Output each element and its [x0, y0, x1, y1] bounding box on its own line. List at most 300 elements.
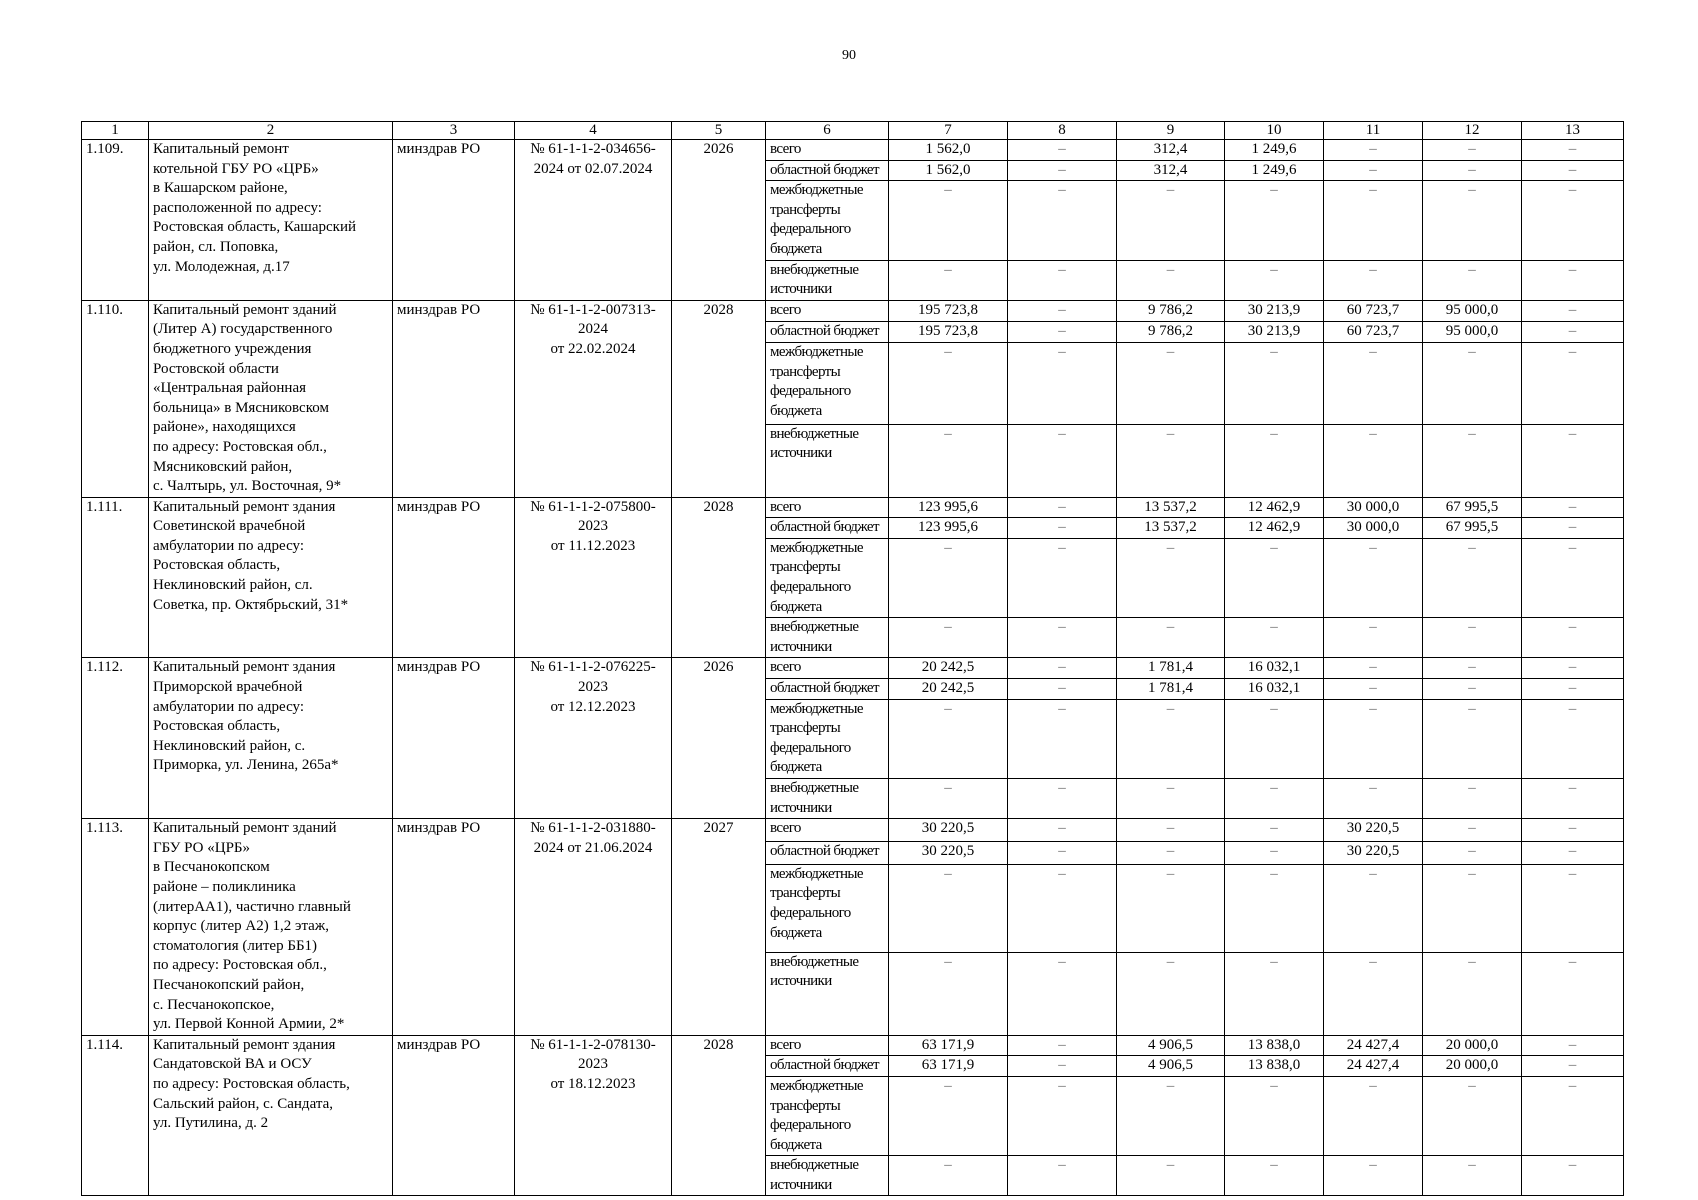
- object-line: Приморка, ул. Ленина, 265а*: [153, 757, 339, 774]
- amount-cell: –: [1324, 538, 1423, 617]
- object-line: Неклиновский район, с.: [153, 737, 306, 754]
- funding-source-line: трансферты: [770, 720, 841, 737]
- amount-cell: –: [1225, 699, 1324, 778]
- amount-cell: –: [1324, 1156, 1423, 1196]
- item-number: 1.111.: [82, 497, 149, 658]
- document-line: 2024 от 21.06.2024: [533, 839, 653, 856]
- amount-cell: –: [1522, 1156, 1624, 1196]
- object-description: [149, 1035, 393, 1196]
- amount-cell: –: [1522, 538, 1624, 617]
- amount-cell: –: [1008, 819, 1117, 842]
- amount-cell: –: [1423, 819, 1522, 842]
- amount-cell: –: [1522, 424, 1624, 497]
- amount-cell: –: [1117, 618, 1225, 658]
- amount-cell: –: [889, 779, 1008, 819]
- amount-cell: –: [1324, 260, 1423, 300]
- funding-source-line: внебюджетные: [770, 953, 859, 970]
- item-number: 1.110.: [82, 300, 149, 497]
- funding-source-line: всего: [770, 820, 801, 837]
- object-line: Капитальный ремонт зданий: [153, 301, 337, 318]
- amount-cell: –: [889, 260, 1008, 300]
- table-row: [82, 1035, 1624, 1056]
- amount-cell: –: [1225, 779, 1324, 819]
- amount-cell: 63 171,9: [889, 1035, 1008, 1056]
- amount-cell: –: [1008, 864, 1117, 952]
- column-header: 2: [149, 122, 393, 140]
- amount-cell: 312,4: [1117, 160, 1225, 181]
- amount-cell: –: [1008, 1076, 1117, 1155]
- amount-cell: –: [889, 1076, 1008, 1155]
- document-line: 2024: [578, 321, 608, 338]
- column-header: 4: [515, 122, 672, 140]
- amount-cell: 1 249,6: [1225, 160, 1324, 181]
- object-line: Ростовская область,: [153, 557, 281, 574]
- amount-cell: –: [1324, 140, 1423, 161]
- funding-source-line: трансферты: [770, 559, 841, 576]
- funding-source: [766, 538, 889, 617]
- amount-cell: –: [1225, 952, 1324, 1035]
- object-line: амбулатории по адресу:: [153, 698, 304, 715]
- document-line: от 12.12.2023: [550, 698, 636, 715]
- amount-cell: 24 427,4: [1324, 1035, 1423, 1056]
- funding-source-line: внебюджетные: [770, 619, 859, 636]
- amount-cell: 20 242,5: [889, 679, 1008, 700]
- amount-cell: 30 220,5: [889, 841, 1008, 864]
- expertise-document: [515, 497, 672, 658]
- amount-cell: –: [1008, 952, 1117, 1035]
- amount-cell: –: [1008, 300, 1117, 321]
- object-line: в Песчанокопском: [153, 859, 270, 876]
- column-header: 10: [1225, 122, 1324, 140]
- column-header: 8: [1008, 122, 1117, 140]
- funding-source: [766, 864, 889, 952]
- amount-cell: –: [1423, 779, 1522, 819]
- expertise-document: [515, 300, 672, 497]
- amount-cell: –: [1225, 618, 1324, 658]
- funding-source: [766, 1035, 889, 1056]
- amount-cell: 1 781,4: [1117, 679, 1225, 700]
- amount-cell: –: [1008, 497, 1117, 518]
- funding-source: [766, 618, 889, 658]
- amount-cell: –: [1117, 181, 1225, 260]
- amount-cell: 30 213,9: [1225, 321, 1324, 342]
- amount-cell: –: [1522, 841, 1624, 864]
- amount-cell: 30 213,9: [1225, 300, 1324, 321]
- amount-cell: –: [1117, 864, 1225, 952]
- amount-cell: –: [1522, 518, 1624, 539]
- funding-source-line: межбюджетные: [770, 1077, 863, 1094]
- funding-source-line: межбюджетные: [770, 700, 863, 717]
- column-header: 7: [889, 122, 1008, 140]
- amount-cell: 20 000,0: [1423, 1035, 1522, 1056]
- object-line: больница» в Мясниковском: [153, 399, 329, 416]
- object-line: корпус (литер А2) 1,2 этаж,: [153, 918, 329, 935]
- object-line: в Кашарском районе,: [153, 180, 288, 197]
- amount-cell: –: [1522, 497, 1624, 518]
- amount-cell: 63 171,9: [889, 1056, 1008, 1077]
- amount-cell: –: [1522, 864, 1624, 952]
- funding-source-line: областной бюджет: [770, 519, 879, 536]
- funding-source-line: всего: [770, 301, 801, 318]
- amount-cell: –: [1008, 518, 1117, 539]
- funding-source: [766, 300, 889, 321]
- document-line: 2023: [578, 679, 608, 696]
- funding-source-line: межбюджетные: [770, 344, 863, 361]
- funding-source: [766, 497, 889, 518]
- amount-cell: –: [1522, 300, 1624, 321]
- object-line: Советинской врачебной: [153, 518, 306, 535]
- funding-source: [766, 424, 889, 497]
- document-line: 2023: [578, 518, 608, 535]
- funding-source: [766, 658, 889, 679]
- amount-cell: –: [1008, 779, 1117, 819]
- funding-source-line: трансферты: [770, 363, 841, 380]
- funding-source: [766, 343, 889, 425]
- object-line: Капитальный ремонт здания: [153, 498, 336, 515]
- amount-cell: –: [1008, 343, 1117, 425]
- object-line: Сальский район, с. Сандата,: [153, 1095, 333, 1112]
- object-line: Ростовская область, Кашарский: [153, 219, 357, 236]
- amount-cell: 20 000,0: [1423, 1056, 1522, 1077]
- amount-cell: 67 995,5: [1423, 497, 1522, 518]
- amount-cell: –: [889, 864, 1008, 952]
- amount-cell: –: [1008, 538, 1117, 617]
- amount-cell: –: [1522, 140, 1624, 161]
- funding-source-line: трансферты: [770, 1097, 841, 1114]
- page-number: 90: [842, 48, 856, 63]
- object-line: (Литер А) государственного: [153, 321, 333, 338]
- amount-cell: 123 995,6: [889, 497, 1008, 518]
- document-line: № 61-1-1-2-076225-: [530, 659, 656, 676]
- amount-cell: –: [1423, 864, 1522, 952]
- object-description: [149, 819, 393, 1036]
- amount-cell: –: [1324, 1076, 1423, 1155]
- funding-source: [766, 679, 889, 700]
- amount-cell: –: [1324, 343, 1423, 425]
- funding-source: [766, 181, 889, 260]
- amount-cell: –: [1522, 343, 1624, 425]
- object-line: районе», находящихся: [153, 419, 296, 436]
- amount-cell: –: [1117, 779, 1225, 819]
- amount-cell: –: [1008, 679, 1117, 700]
- amount-cell: –: [1225, 424, 1324, 497]
- amount-cell: 195 723,8: [889, 300, 1008, 321]
- object-line: Ростовской области: [153, 360, 279, 377]
- funding-source-line: межбюджетные: [770, 865, 863, 882]
- column-header: 5: [672, 122, 766, 140]
- funding-source-line: федерального: [770, 904, 851, 921]
- amount-cell: –: [1522, 779, 1624, 819]
- funding-source: [766, 819, 889, 842]
- funding-source-line: всего: [770, 659, 801, 676]
- amount-cell: –: [1008, 424, 1117, 497]
- amount-cell: –: [1117, 343, 1225, 425]
- amount-cell: –: [1324, 779, 1423, 819]
- funding-source-line: бюджета: [770, 924, 822, 941]
- document-line: 2024 от 02.07.2024: [533, 160, 653, 177]
- column-header: 11: [1324, 122, 1423, 140]
- amount-cell: –: [1324, 699, 1423, 778]
- amount-cell: 16 032,1: [1225, 658, 1324, 679]
- amount-cell: 312,4: [1117, 140, 1225, 161]
- amount-cell: –: [1423, 699, 1522, 778]
- column-header: 1: [82, 122, 149, 140]
- object-line: с. Песчанокопское,: [153, 996, 275, 1013]
- completion-year: 2028: [672, 1035, 766, 1196]
- object-description: [149, 140, 393, 301]
- funding-source: [766, 699, 889, 778]
- amount-cell: 1 781,4: [1117, 658, 1225, 679]
- amount-cell: –: [889, 343, 1008, 425]
- amount-cell: –: [1117, 1156, 1225, 1196]
- executor: минздрав РО: [393, 1035, 515, 1196]
- amount-cell: –: [1522, 181, 1624, 260]
- funding-source-line: межбюджетные: [770, 539, 863, 556]
- amount-cell: –: [1117, 1076, 1225, 1155]
- expertise-document: [515, 658, 672, 819]
- amount-cell: –: [1008, 841, 1117, 864]
- object-line: по адресу: Ростовская обл.,: [153, 957, 327, 974]
- funding-source-line: трансферты: [770, 885, 841, 902]
- funding-source: [766, 321, 889, 342]
- amount-cell: –: [1522, 658, 1624, 679]
- funding-source: [766, 1076, 889, 1155]
- document-line: № 61-1-1-2-078130-: [530, 1036, 656, 1053]
- amount-cell: –: [1117, 424, 1225, 497]
- amount-cell: –: [1008, 160, 1117, 181]
- executor: минздрав РО: [393, 140, 515, 301]
- funding-source-line: трансферты: [770, 201, 841, 218]
- amount-cell: –: [1225, 181, 1324, 260]
- funding-source-line: источники: [770, 638, 832, 655]
- amount-cell: –: [1008, 260, 1117, 300]
- amount-cell: –: [1008, 618, 1117, 658]
- amount-cell: –: [1423, 679, 1522, 700]
- expertise-document: [515, 1035, 672, 1196]
- amount-cell: –: [889, 952, 1008, 1035]
- column-header: 12: [1423, 122, 1522, 140]
- object-line: район, сл. Поповка,: [153, 238, 279, 255]
- amount-cell: –: [1117, 699, 1225, 778]
- amount-cell: 67 995,5: [1423, 518, 1522, 539]
- object-line: Капитальный ремонт: [153, 141, 289, 157]
- amount-cell: 30 000,0: [1324, 497, 1423, 518]
- amount-cell: 9 786,2: [1117, 321, 1225, 342]
- funding-source-line: внебюджетные: [770, 261, 859, 278]
- amount-cell: –: [889, 538, 1008, 617]
- amount-cell: –: [1117, 538, 1225, 617]
- amount-cell: –: [1008, 140, 1117, 161]
- document-line: от 22.02.2024: [550, 340, 636, 357]
- amount-cell: –: [1423, 658, 1522, 679]
- column-header: 6: [766, 122, 889, 140]
- table-row: [82, 497, 1624, 518]
- object-line: бюджетного учреждения: [153, 340, 312, 357]
- object-line: (литерАА1), частично главный: [153, 898, 351, 915]
- funding-source-line: внебюджетные: [770, 780, 859, 796]
- amount-cell: 1 562,0: [889, 160, 1008, 181]
- object-line: Мясниковский район,: [153, 458, 293, 475]
- funding-source-line: источники: [770, 799, 832, 816]
- amount-cell: 13 838,0: [1225, 1035, 1324, 1056]
- funding-source-line: бюджета: [770, 598, 822, 615]
- funding-source-line: межбюджетные: [770, 182, 863, 199]
- amount-cell: –: [1423, 181, 1522, 260]
- amount-cell: –: [1008, 699, 1117, 778]
- completion-year: 2026: [672, 140, 766, 301]
- funding-source-line: областной бюджет: [770, 322, 879, 339]
- amount-cell: 30 220,5: [1324, 819, 1423, 842]
- table-row: [82, 140, 1624, 161]
- amount-cell: –: [1117, 952, 1225, 1035]
- funding-source: [766, 779, 889, 819]
- amount-cell: –: [1324, 424, 1423, 497]
- amount-cell: 195 723,8: [889, 321, 1008, 342]
- amount-cell: –: [1117, 819, 1225, 842]
- object-description: [149, 300, 393, 497]
- funding-source-line: внебюджетные: [770, 1157, 859, 1174]
- item-number: 1.109.: [82, 140, 149, 301]
- column-header: 3: [393, 122, 515, 140]
- amount-cell: –: [1117, 841, 1225, 864]
- amount-cell: –: [1225, 1076, 1324, 1155]
- document-line: 2023: [578, 1056, 608, 1073]
- amount-cell: –: [1225, 864, 1324, 952]
- amount-cell: –: [1324, 618, 1423, 658]
- funding-source-line: всего: [770, 141, 801, 157]
- executor: минздрав РО: [393, 819, 515, 1036]
- funding-source-line: федерального: [770, 1117, 851, 1134]
- funding-source: [766, 1156, 889, 1196]
- item-number: 1.114.: [82, 1035, 149, 1196]
- object-line: амбулатории по адресу:: [153, 537, 304, 554]
- amount-cell: –: [889, 699, 1008, 778]
- document-line: № 61-1-1-2-034656-: [530, 141, 656, 157]
- funding-source-line: областной бюджет: [770, 680, 879, 697]
- object-line: Сандатовской ВА и ОСУ: [153, 1056, 312, 1073]
- amount-cell: 60 723,7: [1324, 300, 1423, 321]
- object-line: Капитальный ремонт зданий: [153, 820, 337, 837]
- document-line: от 11.12.2023: [550, 537, 636, 554]
- amount-cell: 1 249,6: [1225, 140, 1324, 161]
- funding-source-line: федерального: [770, 221, 851, 238]
- funding-source-line: всего: [770, 1036, 801, 1053]
- completion-year: 2028: [672, 300, 766, 497]
- amount-cell: –: [1522, 260, 1624, 300]
- document-line: от 18.12.2023: [550, 1075, 636, 1092]
- object-description: [149, 497, 393, 658]
- object-line: Капитальный ремонт здания: [153, 1036, 336, 1053]
- document-line: № 61-1-1-2-031880-: [530, 820, 656, 837]
- amount-cell: –: [1423, 140, 1522, 161]
- amount-cell: –: [1225, 841, 1324, 864]
- amount-cell: –: [1225, 260, 1324, 300]
- funding-source-line: бюджета: [770, 240, 822, 257]
- amount-cell: –: [1423, 1076, 1522, 1155]
- header-row: [82, 122, 1624, 140]
- object-line: стоматология (литер ББ1): [153, 937, 318, 954]
- amount-cell: –: [889, 1156, 1008, 1196]
- amount-cell: –: [1008, 1035, 1117, 1056]
- object-line: «Центральная районная: [153, 380, 307, 397]
- amount-cell: –: [1008, 1056, 1117, 1077]
- amount-cell: –: [889, 181, 1008, 260]
- funding-source: [766, 160, 889, 181]
- object-line: Неклиновский район, сл.: [153, 577, 313, 594]
- amount-cell: –: [1522, 321, 1624, 342]
- funding-source-line: федерального: [770, 383, 851, 400]
- amount-cell: 95 000,0: [1423, 321, 1522, 342]
- funding-source: [766, 841, 889, 864]
- amount-cell: 12 462,9: [1225, 518, 1324, 539]
- amount-cell: –: [889, 618, 1008, 658]
- amount-cell: –: [1423, 260, 1522, 300]
- funding-source-line: источники: [770, 445, 832, 462]
- object-line: расположенной по адресу:: [153, 199, 322, 216]
- amount-cell: –: [1423, 160, 1522, 181]
- funding-source-line: бюджета: [770, 402, 822, 419]
- amount-cell: 9 786,2: [1117, 300, 1225, 321]
- object-line: ул. Первой Конной Армии, 2*: [153, 1016, 345, 1033]
- amount-cell: –: [1008, 658, 1117, 679]
- amount-cell: 123 995,6: [889, 518, 1008, 539]
- expertise-document: [515, 819, 672, 1036]
- object-line: ул. Молодежная, д.17: [153, 258, 290, 275]
- object-description: [149, 658, 393, 819]
- object-line: Капитальный ремонт здания: [153, 659, 336, 676]
- object-line: Ростовская область,: [153, 718, 281, 735]
- funding-source-line: областной бюджет: [770, 161, 879, 178]
- amount-cell: –: [1522, 1076, 1624, 1155]
- column-header: 13: [1522, 122, 1624, 140]
- amount-cell: 4 906,5: [1117, 1056, 1225, 1077]
- amount-cell: 95 000,0: [1423, 300, 1522, 321]
- funding-source: [766, 1056, 889, 1077]
- amount-cell: –: [1522, 160, 1624, 181]
- amount-cell: –: [1008, 321, 1117, 342]
- amount-cell: –: [1423, 1156, 1522, 1196]
- amount-cell: 24 427,4: [1324, 1056, 1423, 1077]
- amount-cell: –: [1225, 343, 1324, 425]
- amount-cell: –: [1225, 538, 1324, 617]
- funding-source-line: источники: [770, 1176, 832, 1193]
- funding-source-line: источники: [770, 281, 832, 298]
- completion-year: 2026: [672, 658, 766, 819]
- object-line: ул. Путилина, д. 2: [153, 1115, 269, 1132]
- document-line: № 61-1-1-2-007313-: [530, 301, 656, 318]
- amount-cell: 13 537,2: [1117, 518, 1225, 539]
- amount-cell: –: [1324, 864, 1423, 952]
- document-line: № 61-1-1-2-075800-: [530, 498, 656, 515]
- funding-source-line: внебюджетные: [770, 425, 859, 442]
- object-line: котельной ГБУ РО «ЦРБ»: [153, 160, 319, 177]
- funding-source-line: областной бюджет: [770, 1057, 879, 1074]
- table-body: [82, 140, 1624, 1196]
- amount-cell: –: [1423, 343, 1522, 425]
- amount-cell: –: [1522, 1035, 1624, 1056]
- amount-cell: 30 220,5: [1324, 841, 1423, 864]
- amount-cell: 20 242,5: [889, 658, 1008, 679]
- funding-source-line: федерального: [770, 579, 851, 596]
- object-line: по адресу: Ростовская область,: [153, 1075, 350, 1092]
- object-line: Советка, пр. Октябрьский, 31*: [153, 596, 349, 613]
- amount-cell: –: [1423, 424, 1522, 497]
- funding-source-line: источники: [770, 973, 832, 990]
- funding-source-line: областной бюджет: [770, 842, 879, 859]
- amount-cell: –: [1423, 952, 1522, 1035]
- funding-source: [766, 140, 889, 161]
- amount-cell: –: [1423, 538, 1522, 617]
